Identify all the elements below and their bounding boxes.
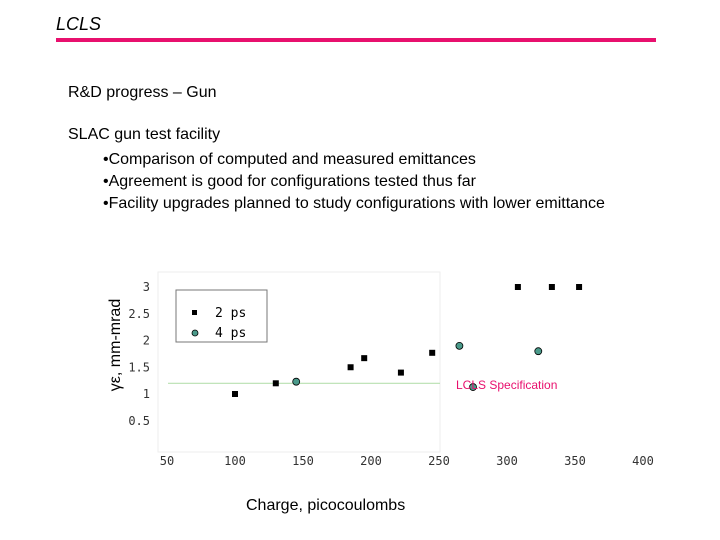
data-point bbox=[535, 348, 542, 355]
data-point bbox=[398, 370, 404, 376]
x-tick-label: 200 bbox=[360, 454, 382, 468]
x-axis-label: Charge, picocoulombs bbox=[246, 497, 406, 514]
data-point bbox=[361, 355, 367, 361]
x-tick-label: 50 bbox=[159, 454, 175, 468]
data-point bbox=[576, 284, 582, 290]
data-point bbox=[273, 380, 279, 386]
slide-subtitle: R&D progress – Gun bbox=[68, 84, 217, 101]
legend-label: 2 ps bbox=[215, 306, 247, 321]
bullet-item: •Facility upgrades planned to study configurations with lower emittance bbox=[103, 195, 605, 212]
y-axis-label-wrap bbox=[96, 270, 136, 420]
data-point bbox=[429, 350, 435, 356]
x-tick-label: 350 bbox=[564, 454, 586, 468]
y-tick-label: 1.5 bbox=[128, 360, 150, 375]
data-point bbox=[515, 284, 521, 290]
spec-line-label: LCLS Specification bbox=[456, 378, 558, 392]
header-title: LCLS bbox=[56, 14, 102, 34]
y-tick-label: 1 bbox=[142, 387, 150, 401]
x-tick-label: 250 bbox=[428, 454, 450, 468]
data-point bbox=[232, 391, 238, 397]
y-tick-label: 3 bbox=[142, 280, 150, 294]
x-tick-label: 400 bbox=[632, 454, 654, 468]
legend-marker bbox=[192, 310, 197, 315]
data-point bbox=[456, 342, 463, 349]
data-point bbox=[549, 284, 555, 290]
y-tick-label: 2 bbox=[142, 333, 150, 348]
legend-label: 4 ps bbox=[215, 326, 247, 341]
intro-text: SLAC gun test facility bbox=[68, 126, 221, 143]
x-tick-label: 150 bbox=[292, 454, 314, 468]
x-tick-label: 300 bbox=[496, 454, 518, 468]
y-tick-label: 0.5 bbox=[128, 413, 150, 428]
y-axis-label: γε, mm-mrad bbox=[107, 298, 124, 392]
bullet-item: •Comparison of computed and measured emittances bbox=[103, 151, 476, 168]
bullet-item: •Agreement is good for configurations tested thus far bbox=[103, 173, 476, 190]
data-point bbox=[348, 364, 354, 370]
legend-marker bbox=[192, 330, 198, 336]
y-tick-label: 2.5 bbox=[128, 306, 150, 321]
x-tick-label: 100 bbox=[224, 454, 246, 468]
data-point bbox=[293, 378, 300, 385]
